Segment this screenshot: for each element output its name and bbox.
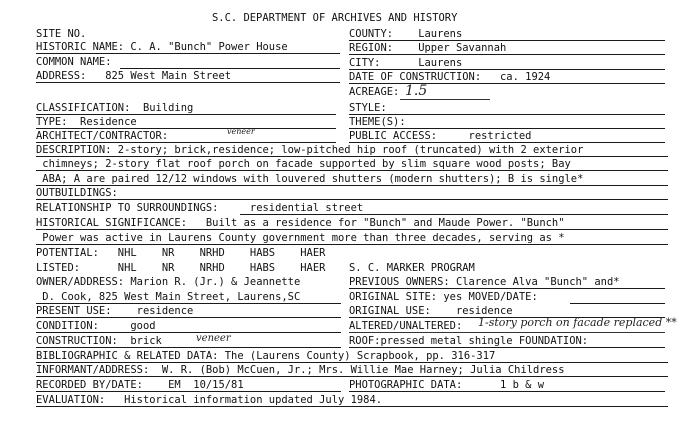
altered-field: ALTERED/UNALTERED:: [349, 319, 463, 332]
relationship-field: RELATIONSHIP TO SURROUNDINGS: residential street: [36, 201, 364, 214]
previous-owners-underline: [349, 288, 665, 289]
construction-field: CONSTRUCTION: brick: [36, 334, 162, 347]
public-access-field: PUBLIC ACCESS: restricted: [349, 129, 532, 142]
date-underline: [349, 83, 665, 84]
style-field: STYLE:: [349, 101, 387, 114]
owner-line-1: OWNER/ADDRESS: Marion R. (Jr.) & Jeannette: [36, 275, 301, 288]
historic-name-underline: [36, 53, 340, 54]
present-use-field: PRESENT USE: residence: [36, 304, 194, 317]
bibliographic-field: BIBLIOGRAPHIC & RELATED DATA: The (Laurens County) Scrapbook, pp. 316-317: [36, 349, 496, 362]
architect-handwritten: veneer: [227, 127, 255, 136]
relationship-underline: [240, 214, 668, 215]
acreage-field: ACREAGE:: [349, 85, 400, 98]
common-name-field: COMMON NAME:: [36, 55, 112, 68]
address-underline: [36, 82, 340, 83]
form-header: S.C. DEPARTMENT OF ARCHIVES AND HISTORY: [212, 11, 458, 24]
altered-underline: [349, 332, 665, 333]
listed-field: LISTED: NHL NR NRHD HABS HAER: [36, 261, 326, 274]
county-field: COUNTY: Laurens: [349, 27, 463, 40]
owner-line-2: D. Cook, 825 West Main Street, Laurens,SC: [36, 290, 301, 303]
historic-name-field: HISTORIC NAME: C. A. "Bunch" Power House: [36, 40, 288, 53]
roof-field: ROOF:pressed metal shingle FOUNDATION:: [349, 334, 589, 347]
condition-field: CONDITION: good: [36, 319, 156, 332]
previous-owners-field: PREVIOUS OWNERS: Clarence Alva "Bunch" and*: [349, 275, 620, 288]
construction-handwritten: veneer: [196, 333, 231, 344]
region-field: REGION: Upper Savannah: [349, 41, 507, 54]
informant-underline: [36, 376, 668, 377]
architect-field: ARCHITECT/CONTRACTOR:: [36, 129, 169, 142]
theme-field: THEME(S):: [349, 115, 406, 128]
region-underline: [349, 54, 665, 55]
city-field: CITY: Laurens: [349, 56, 463, 69]
present-use-underline: [36, 317, 341, 318]
hist-underline-1: [36, 229, 668, 230]
original-use-field: ORIGINAL USE: residence: [349, 304, 513, 317]
description-line-3: ABA; A are paired 12/12 windows with louvered shutters (modern shutters); B is single*: [36, 172, 584, 185]
original-site-underline: [570, 303, 665, 304]
marker-program-field: S. C. MARKER PROGRAM: [349, 261, 475, 274]
recorded-field: RECORDED BY/DATE: EM 10/15/81: [36, 378, 244, 391]
construction-underline: [36, 347, 341, 348]
description-underline-3: [36, 185, 668, 186]
informant-field: INFORMANT/ADDRESS: W. R. (Bob) McCuen, Jr.; Mrs. Willie Mae Harney; Julia Childress: [36, 363, 565, 376]
historical-significance-line-1: HISTORICAL SIGNIFICANCE: Built as a residence for "Bunch" and Maude Power. "Bunch": [36, 216, 565, 229]
recorded-underline: [36, 391, 341, 392]
classification-field: CLASSIFICATION: Building: [36, 101, 194, 114]
description-line-2: chimneys; 2-story flat roof porch on facade supported by slim square wood posts; Bay: [36, 157, 571, 170]
photographic-underline: [349, 391, 665, 392]
outbuildings-underline: [36, 199, 668, 200]
altered-handwritten: 1-story porch on facade replaced **: [478, 316, 677, 329]
roof-underline: [349, 347, 665, 348]
original-site-field: ORIGINAL SITE: yes MOVED/DATE:: [349, 290, 538, 303]
evaluation-field: EVALUATION: Historical information updated July 1984.: [36, 393, 383, 406]
hist-underline-2: [36, 244, 668, 245]
description-underline-2: [36, 170, 668, 171]
acreage-underline: [400, 99, 490, 100]
outbuildings-field: OUTBUILDINGS:: [36, 186, 118, 199]
site-no-field: SITE NO.: [36, 27, 87, 40]
photographic-field: PHOTOGRAPHIC DATA: 1 b & w: [349, 378, 545, 391]
type-field: TYPE: Residence: [36, 115, 137, 128]
evaluation-underline: [36, 406, 668, 407]
potential-field: POTENTIAL: NHL NR NRHD HABS HAER: [36, 246, 326, 259]
historical-significance-line-2: Power was active in Laurens County government more than three decades, serving as *: [36, 231, 565, 244]
acreage-handwritten: 1.5: [405, 83, 428, 99]
description-line-1: DESCRIPTION: 2-story; brick,residence; low-pitched hip roof (truncated) with 2 exterior: [36, 143, 584, 156]
address-field: ADDRESS: 825 West Main Street: [36, 69, 232, 82]
condition-underline: [36, 332, 341, 333]
date-of-construction-field: DATE OF CONSTRUCTION: ca. 1924: [349, 70, 551, 83]
